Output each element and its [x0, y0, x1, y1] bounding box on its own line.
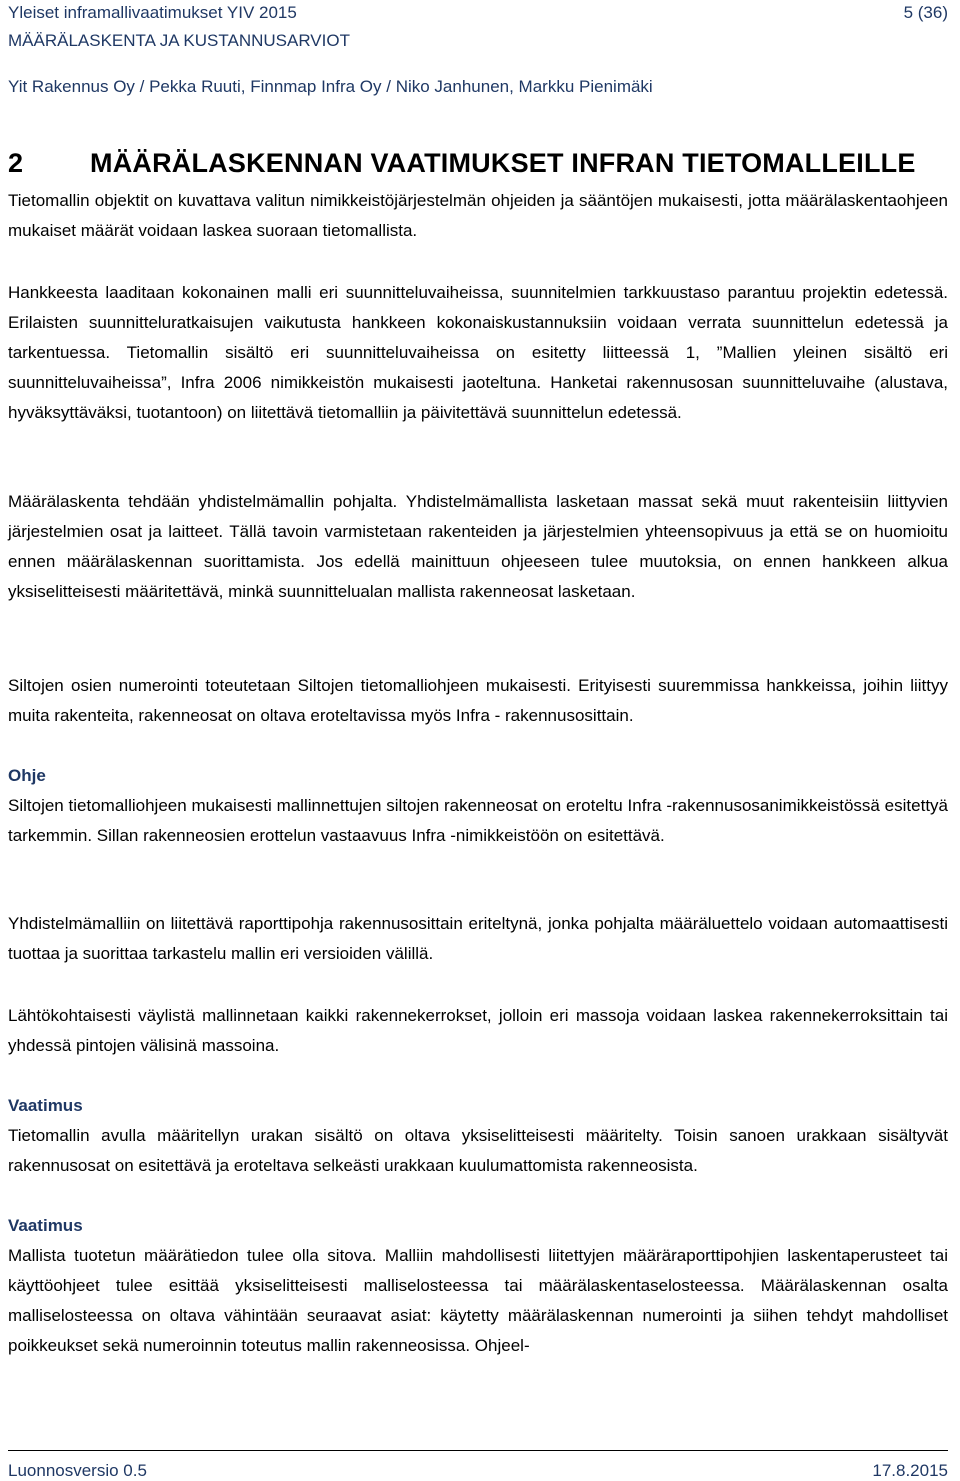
authors-header: [8, 76, 948, 98]
section-header: [8, 30, 948, 52]
page-footer: [8, 1450, 948, 1481]
guideline-heading: Ohje: [8, 766, 46, 785]
requirement-text-2: Mallista tuotetun määrätiedon tulee olla sitova. Malliin mahdollisesti liitettyjen määräraporttipohjien laskentaperusteet tai käyttöohjeet tulee esittää yksiselitteisesti malliselosteessa tai määrälaskentaselosteessa. Määrälaskennan osalta malliselosteessa on oltava vähintään seuraavat asiat: käytetty määrälaskennan numerointi ja siihen tehdyt mahdolliset poikkeukset sekä numeroinnin toteutus mallin rakenneosissa. Ohjeel-: [8, 1246, 948, 1355]
requirement-block-1: [8, 1091, 948, 1181]
page-number: 5 (36): [903, 3, 948, 22]
requirement-heading-1: Vaatimus: [8, 1096, 83, 1115]
footer-version: Luonnosversio 0.5: [8, 1461, 147, 1480]
paragraph-3: Määrälaskenta tehdään yhdistelmämallin pohjalta. Yhdistelmämallista lasketaan massat sekä muut rakenteisiin liittyvien järjestelmien osat ja laitteet. Tällä tavoin varmistetaan rakenteiden ja järjestelmien yhteensopivuus ja että se on huomioitu ennen määrälaskennan suorittamista. Jos edellä mainittuun ohjeeseen tulee muutoksia, on ennen hankkeen alkua yksiselitteisesti määritettävä, minkä suunnittelualan mallista rakenneosat lasketaan.: [8, 492, 948, 601]
running-header: [8, 2, 948, 24]
guideline-block: [8, 761, 948, 851]
footer-date: 17.8.2015: [872, 1461, 948, 1480]
authors-line: Yit Rakennus Oy / Pekka Ruuti, Finnmap Infra Oy / Niko Janhunen, Markku Pienimäki: [8, 77, 653, 96]
section-title: MÄÄRÄLASKENTA JA KUSTANNUSARVIOT: [8, 31, 350, 50]
requirement-heading-2: Vaatimus: [8, 1216, 83, 1235]
guideline-text: Siltojen tietomalliohjeen mukaisesti mallinnettujen siltojen rakenneosat on eroteltu Infra -rakennusosanimikkeistössä esitettyä tarkemmin. Sillan rakenneosien erottelun vastaavuus Infra -nimikkeistöön on esitettävä.: [8, 796, 948, 845]
chapter-title: MÄÄRÄLASKENNAN VAATIMUKSET INFRAN TIETOMALLEILLE: [90, 148, 916, 178]
paragraph-1: Tietomallin objektit on kuvattava valitun nimikkeistöjärjestelmän ohjeiden ja sääntöjen mukaisesti, jotta määrälaskentaohjeen mukaiset määrät voidaan laskea suoraan tietomallista.: [8, 191, 948, 240]
requirement-text-1: Tietomallin avulla määritellyn urakan sisältö on oltava yksiselitteisesti määritelty. Toisin sanoen urakkaan sisältyvät rakennusosat on esitettävä ja eroteltava selkeästi urakkaan kuulumattomista rakenneosista.: [8, 1126, 948, 1175]
paragraph-7: Lähtökohtaisesti väylistä mallinnetaan kaikki rakennekerrokset, jolloin eri massoja voidaan laskea rakennekerroksittain tai yhdessä pintojen välisinä massoina.: [8, 1006, 948, 1055]
paragraph-2: Hankkeesta laaditaan kokonainen malli eri suunnitteluvaiheissa, suunnitelmien tarkkuustaso parantuu projektin edetessä. Erilaisten suunnitteluratkaisujen vaikutusta hankkeen kokonaiskustannuksiin voidaan verrata suunnittelun edetessä ja tarkentuessa. Tietomallin sisältö eri suunnitteluvaiheissa on esitetty liitteessä 1, ”Mallien yleinen sisältö eri suunnitteluvaiheissa”, Infra 2006 nimikkeistön mukaisesti jaoteltuna. Hanketai rakennusosan suunnitteluvaihe (alustava, hyväksyttäväksi, tuotantoon) on liitettävä tietomalliin ja päivitettävä suunnittelun edetessä.: [8, 283, 948, 422]
chapter-number: 2: [8, 148, 24, 178]
chapter-heading: [8, 148, 916, 179]
paragraph-4: Siltojen osien numerointi toteutetaan Siltojen tietomalliohjeen mukaisesti. Erityisesti suuremmissa hankkeissa, joihin liittyy muita rakenteita, rakenneosat on oltava eroteltavissa myös Infra - rakennusosittain.: [8, 676, 948, 725]
requirement-block-2: [8, 1211, 948, 1361]
document-title: Yleiset inframallivaatimukset YIV 2015: [8, 3, 297, 22]
paragraph-6: Yhdistelmämalliin on liitettävä raporttipohja rakennusosittain eriteltynä, jonka pohjalta määräluettelo voidaan automaattisesti tuottaa ja suorittaa tarkastelu mallin eri versioiden välillä.: [8, 914, 948, 963]
